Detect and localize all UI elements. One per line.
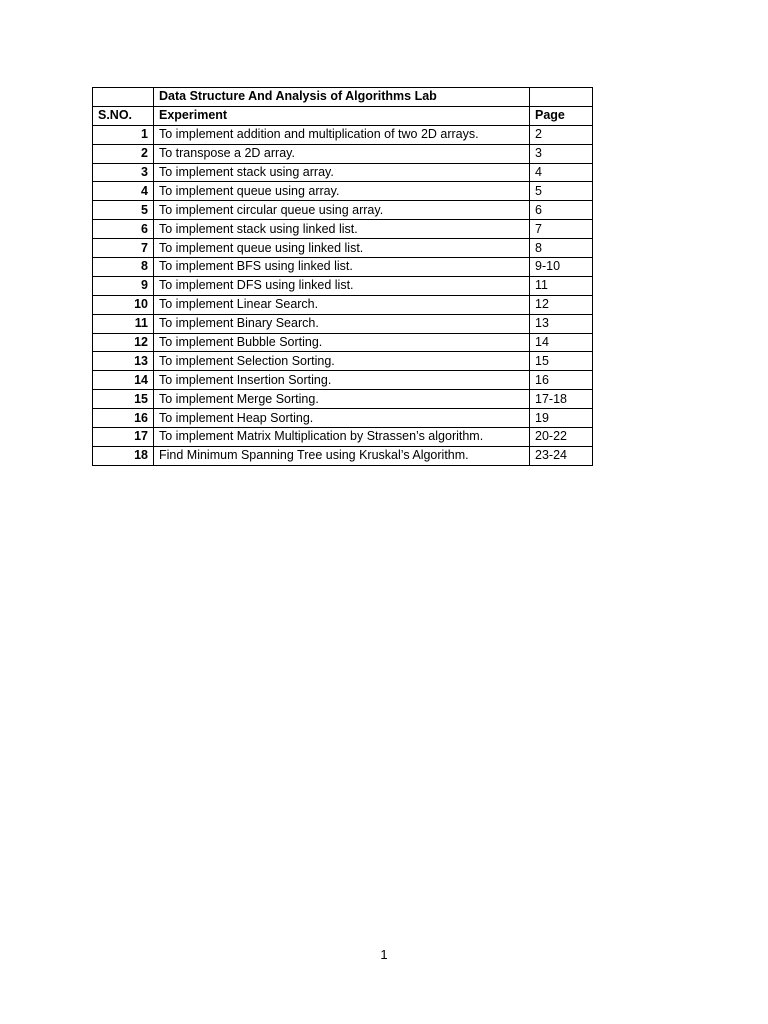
table-row bbox=[93, 239, 593, 258]
row-sno: 11 bbox=[93, 314, 154, 333]
row-experiment: To implement stack using linked list. bbox=[154, 220, 530, 239]
row-page: 19 bbox=[530, 409, 593, 428]
table-row bbox=[93, 390, 593, 409]
row-sno: 8 bbox=[93, 258, 154, 277]
row-sno: 3 bbox=[93, 163, 154, 182]
row-page: 20-22 bbox=[530, 428, 593, 447]
row-experiment: To implement Insertion Sorting. bbox=[154, 371, 530, 390]
page-header: Page bbox=[530, 106, 593, 125]
table-row bbox=[93, 258, 593, 277]
row-sno: 5 bbox=[93, 201, 154, 220]
sno-header: S.NO. bbox=[93, 106, 154, 125]
row-page: 14 bbox=[530, 333, 593, 352]
table-row bbox=[93, 125, 593, 144]
row-sno: 18 bbox=[93, 446, 154, 465]
row-page: 9-10 bbox=[530, 258, 593, 277]
title-blank-cell bbox=[93, 88, 154, 107]
row-experiment: To implement queue using linked list. bbox=[154, 239, 530, 258]
row-experiment: To implement Merge Sorting. bbox=[154, 390, 530, 409]
row-sno: 9 bbox=[93, 276, 154, 295]
table-row bbox=[93, 446, 593, 465]
row-experiment: Find Minimum Spanning Tree using Kruskal’s Algorithm. bbox=[154, 446, 530, 465]
row-sno: 17 bbox=[93, 428, 154, 447]
row-page: 2 bbox=[530, 125, 593, 144]
row-page: 4 bbox=[530, 163, 593, 182]
table-row bbox=[93, 201, 593, 220]
table-row bbox=[93, 276, 593, 295]
row-sno: 6 bbox=[93, 220, 154, 239]
row-page: 5 bbox=[530, 182, 593, 201]
table-header-row bbox=[93, 106, 593, 125]
row-sno: 10 bbox=[93, 295, 154, 314]
row-experiment: To implement queue using array. bbox=[154, 182, 530, 201]
table-row bbox=[93, 352, 593, 371]
row-experiment: To implement Bubble Sorting. bbox=[154, 333, 530, 352]
table-row bbox=[93, 182, 593, 201]
row-sno: 1 bbox=[93, 125, 154, 144]
row-page: 8 bbox=[530, 239, 593, 258]
row-sno: 2 bbox=[93, 144, 154, 163]
table-title: Data Structure And Analysis of Algorithms Lab bbox=[154, 88, 530, 107]
table-row bbox=[93, 220, 593, 239]
row-sno: 12 bbox=[93, 333, 154, 352]
row-page: 11 bbox=[530, 276, 593, 295]
row-page: 17-18 bbox=[530, 390, 593, 409]
experiment-index-table bbox=[92, 87, 593, 466]
table-title-row bbox=[93, 88, 593, 107]
row-sno: 4 bbox=[93, 182, 154, 201]
page-number: 1 bbox=[380, 947, 388, 962]
row-experiment: To implement BFS using linked list. bbox=[154, 258, 530, 277]
row-experiment: To implement Heap Sorting. bbox=[154, 409, 530, 428]
table-row bbox=[93, 333, 593, 352]
row-page: 15 bbox=[530, 352, 593, 371]
row-page: 13 bbox=[530, 314, 593, 333]
title-blank-cell bbox=[530, 88, 593, 107]
table-body bbox=[93, 88, 593, 466]
table-row bbox=[93, 144, 593, 163]
row-experiment: To implement stack using array. bbox=[154, 163, 530, 182]
row-page: 16 bbox=[530, 371, 593, 390]
table-row bbox=[93, 314, 593, 333]
table-row bbox=[93, 163, 593, 182]
row-sno: 14 bbox=[93, 371, 154, 390]
row-experiment: To implement Selection Sorting. bbox=[154, 352, 530, 371]
row-experiment: To implement addition and multiplication of two 2D arrays. bbox=[154, 125, 530, 144]
row-page: 12 bbox=[530, 295, 593, 314]
table-row bbox=[93, 428, 593, 447]
row-experiment: To transpose a 2D array. bbox=[154, 144, 530, 163]
row-page: 6 bbox=[530, 201, 593, 220]
row-experiment: To implement circular queue using array. bbox=[154, 201, 530, 220]
row-experiment: To implement Matrix Multiplication by Strassen’s algorithm. bbox=[154, 428, 530, 447]
row-experiment: To implement DFS using linked list. bbox=[154, 276, 530, 295]
row-page: 3 bbox=[530, 144, 593, 163]
row-page: 7 bbox=[530, 220, 593, 239]
row-sno: 16 bbox=[93, 409, 154, 428]
row-sno: 7 bbox=[93, 239, 154, 258]
experiment-header: Experiment bbox=[154, 106, 530, 125]
row-sno: 13 bbox=[93, 352, 154, 371]
row-experiment: To implement Linear Search. bbox=[154, 295, 530, 314]
row-experiment: To implement Binary Search. bbox=[154, 314, 530, 333]
table-row bbox=[93, 295, 593, 314]
table-row bbox=[93, 409, 593, 428]
table-row bbox=[93, 371, 593, 390]
row-page: 23-24 bbox=[530, 446, 593, 465]
row-sno: 15 bbox=[93, 390, 154, 409]
